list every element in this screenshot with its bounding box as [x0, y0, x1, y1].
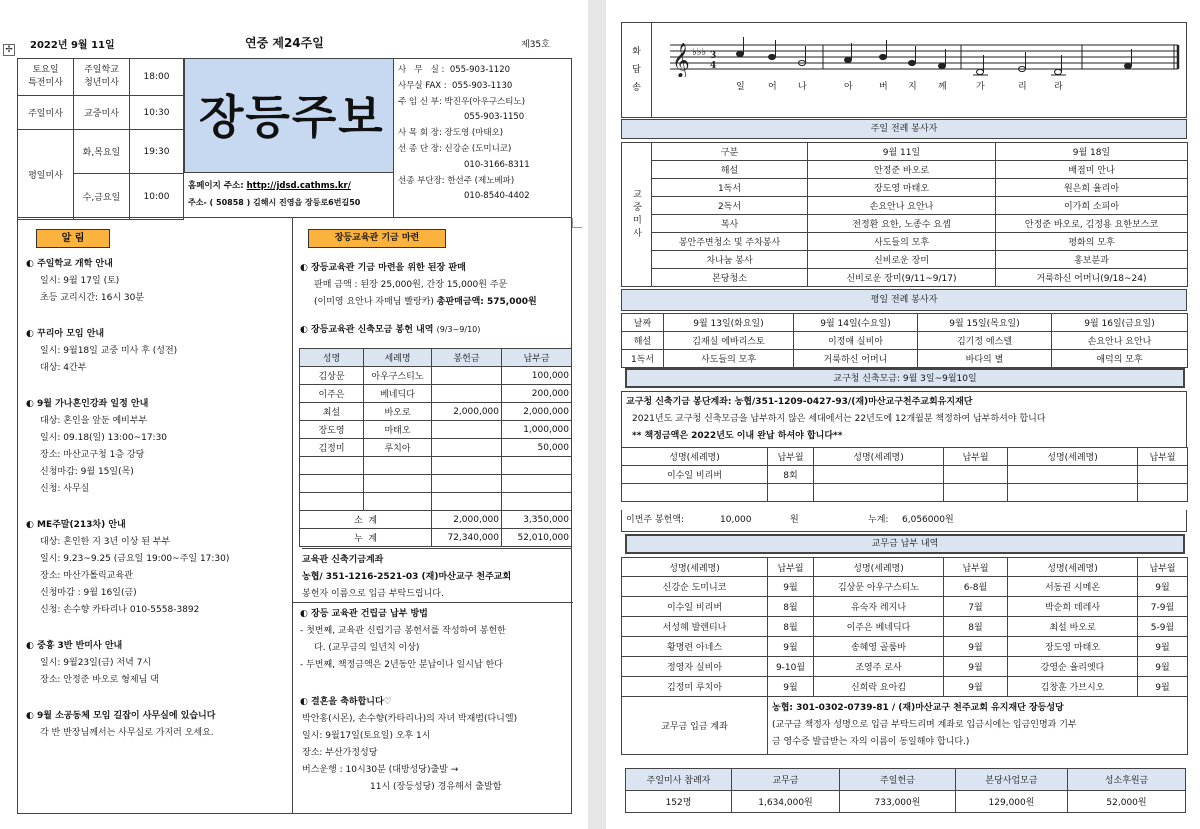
table-row: 서성혜 발렌티나 8월 이주은 베네딕다 8월 최설 바오로 5-9월 — [622, 617, 1188, 637]
notice-line: 신청마감: 9월 15일(목) — [40, 467, 134, 477]
notice-line: 장소: 마산가톨릭교육관 — [40, 571, 133, 581]
contact-deputy-phone: 010-8540-4402 — [464, 191, 530, 202]
table-row: 정영자 실비아 9-10월 조영주 로사 9월 강영순 율리엣다 9월 — [622, 657, 1188, 677]
col-header: 납부월 — [944, 448, 1008, 466]
table-row: 1독서 사도들의 모후 거룩하신 어머니 바다의 별 애덕의 모후 — [622, 350, 1188, 368]
table-row: 이주은 베네딕다 200,000 — [300, 385, 572, 403]
schedule-weekday-label: 평일미사 — [18, 130, 74, 220]
notice-line: 장소: 안정준 바오로 형제님 댁 — [40, 675, 159, 685]
lyric-syllable: 지 — [908, 82, 917, 92]
diocese-note-emph: ** 책정금액은 2022년도 이내 완납 하셔야 합니다** — [632, 431, 843, 441]
lyric-syllable: 나 — [798, 82, 807, 92]
col-header: 납부금 — [502, 349, 572, 367]
col-header: 성명 — [300, 349, 364, 367]
diocese-sum-label: 이번주 봉헌액: — [626, 515, 685, 525]
sunday-servers-table — [621, 142, 1188, 287]
svg-text:♭♭♭: ♭♭♭ — [692, 47, 707, 58]
contacts-list — [398, 63, 570, 205]
col-header: 성소후원금 — [1068, 769, 1186, 791]
notices-heading: 알 림 — [36, 229, 110, 248]
wedding-line: 11시 (장등성당) 경유해서 출발함 — [370, 782, 502, 792]
table-row: 최설 바오로 2,000,000 2,000,000 — [300, 403, 572, 421]
diocese-acc-value: 6,056000원 — [902, 515, 954, 525]
masthead-title-box — [184, 59, 393, 173]
col-header: 납부월 — [1138, 558, 1188, 577]
schedule-wd2-time: 10:00 — [130, 174, 184, 220]
sunday-servers-heading: 주일 전례 봉사자 — [621, 119, 1187, 139]
table-row: 복사 전정환 요한, 노종수 요셉 안정준 바오로, 김정용 요한보스코 — [622, 215, 1188, 233]
notice-line: 일시: 9월18일 교중 미사 후 (성전) — [40, 346, 178, 356]
notice-line: 신청: 사무실 — [40, 484, 90, 494]
bullet-icon: ◐ — [26, 641, 34, 651]
schedule-sun-time: 10:30 — [130, 96, 184, 130]
table-move-handle[interactable]: ✢ — [3, 44, 15, 56]
notice-item — [26, 708, 288, 742]
notice-item — [26, 396, 288, 498]
col-header: 주일미사 참례자 — [626, 769, 732, 791]
table-row: 152명 1,634,000원 733,000원 129,000원 52,000원 — [626, 791, 1186, 813]
pay-line: 다. (교무금의 일년치 이상) — [314, 643, 420, 653]
content-divider — [292, 218, 293, 814]
account-title: 교육관 신축기금계좌 — [302, 555, 384, 565]
table-row: 2독서 손요안나 요안나 이가희 소피아 — [622, 197, 1188, 215]
col-header: 9월 11일 — [808, 143, 996, 161]
contact-pastor: 주 임 신 부: 박진우(아우구스티노) — [398, 96, 526, 107]
fund-account — [302, 548, 572, 603]
bullet-icon: ◐ — [26, 711, 34, 721]
table-row: 김상문 아우구스티노 100,000 — [300, 367, 572, 385]
wedding-line: 박안홍(시몬), 손수향(카타리나)의 자녀 박재범(다니엘) — [302, 714, 518, 724]
diocese-info — [621, 391, 1187, 447]
schedule-sat-name: 주일학교 청년미사 — [74, 59, 130, 96]
notice-item — [26, 517, 288, 619]
psalm-label — [622, 23, 652, 117]
homepage-label: 홈페이지 주소: — [188, 181, 247, 191]
mass-schedule-table — [17, 58, 184, 220]
table-row: 장도영 마태오 1,000,000 — [300, 421, 572, 439]
svg-text:𝄞: 𝄞 — [672, 43, 690, 77]
table-row: 1독서 장도영 마태오 원은희 율리아 — [622, 179, 1188, 197]
svg-text:4: 4 — [710, 61, 717, 71]
schedule-sat-time: 18:00 — [130, 59, 184, 96]
table-row: 차나눔 봉사 신비로운 장미 홍보분과 — [622, 251, 1188, 269]
table-row — [300, 457, 572, 475]
schedule-sun-label: 주일미사 — [18, 96, 74, 130]
notice-line: 대상: 4간부 — [40, 363, 87, 373]
masthead — [17, 58, 572, 218]
notice-item — [26, 326, 288, 377]
tithe-account-note: 금 영수증 발급받는 자의 이름이 동일해야 합니다.) — [772, 737, 970, 747]
donation-title: 장등교육관 신축모금 봉헌 내역 — [311, 325, 434, 335]
lyric-syllable: 일 — [736, 82, 745, 92]
psalm-label-text: 화답송 — [632, 47, 641, 93]
lyric-syllable: 버 — [879, 82, 888, 92]
diocese-heading: 교구청 신축모금: 9월 3일~9월10일 — [625, 368, 1185, 388]
col-header: 성명(세례명) — [814, 558, 944, 577]
notice-line: 일시: 09.18(일) 13:00~17:30 — [40, 433, 168, 443]
diocese-sum-unit: 원 — [790, 515, 799, 525]
homepage-link[interactable]: http://jdsd.cathms.kr/ — [246, 181, 351, 191]
bulletin-liturgical-title: 연중 제24주일 — [245, 36, 324, 50]
col-header: 성명(세례명) — [1008, 558, 1138, 577]
left-page — [0, 0, 588, 829]
col-header: 9월 18일 — [996, 143, 1188, 161]
table-row: 봉안주변청소 및 주차봉사 사도들의 모후 평화의 모후 — [622, 233, 1188, 251]
col-header: 교무금 — [732, 769, 840, 791]
diocese-summary — [621, 510, 1187, 532]
table-row: 김정미 루치아 50,000 — [300, 439, 572, 457]
lyric-syllable: 리 — [1018, 82, 1027, 92]
table-row: 김정미 루치아 9월 신희락 요아킴 9월 김창훈 가브시오 9월 — [622, 677, 1188, 697]
col-header: 납부월 — [768, 448, 814, 466]
notice-title: 주일학교 개학 안내 — [37, 259, 113, 269]
right-page — [606, 0, 1200, 829]
pay-title: 장등 교육관 건립금 납부 방법 — [311, 609, 428, 619]
notice-title: 중흥 3반 반미사 안내 — [37, 641, 123, 651]
notice-item — [26, 638, 288, 689]
table-row: 신강순 도미니코 9월 김상문 아우구스티노 6-8월 서동권 시메온 9월 — [622, 577, 1188, 597]
bulletin-issue: 제35호 — [521, 40, 550, 50]
sale-total: 총판매금액: 575,000원 — [436, 297, 537, 307]
notice-title: ME주말(213차) 안내 — [37, 520, 126, 530]
sunday-servers-side-label: 교중미사 — [631, 188, 641, 241]
diocese-acc-label: 누계: — [868, 515, 889, 525]
contact-pastor-phone: 055-903-1150 — [464, 112, 525, 123]
schedule-wd1-time: 19:30 — [130, 130, 184, 174]
tithe-account-number: 농협: 301-0302-0739-81 / (재)마산교구 천주교회 유지재단 장등성당 — [772, 703, 1064, 713]
col-header: 본당사업모금 — [956, 769, 1068, 791]
masthead-divider — [393, 59, 394, 217]
table-row — [300, 475, 572, 493]
schedule-sat-label: 토요일 특전미사 — [18, 59, 74, 96]
bullet-icon: ◐ — [300, 697, 308, 707]
tithe-account-row — [622, 697, 1188, 755]
wedding-title: 결혼을 축하합니다♡ — [311, 697, 392, 707]
notice-line: 일시: 9월 17일 (토) — [40, 276, 120, 286]
wedding-line: 버스운행 : 10시30분 (대방성당)출발 → — [302, 765, 459, 775]
notice-line: 일시: 9월23일(금) 저녁 7시 — [40, 658, 152, 668]
col-header: 납부월 — [1138, 448, 1188, 466]
bullet-icon: ◐ — [300, 609, 308, 619]
lyric-syllable: 가 — [976, 82, 985, 92]
bullet-icon: ◐ — [26, 259, 34, 269]
table-row: 해설 안정준 바오로 배점미 안나 — [622, 161, 1188, 179]
wedding-line: 일시: 9월17일(토요일) 오후 1시 — [302, 731, 431, 741]
notice-title: 9월 소공동체 모임 길잡이 사무실에 있습니다 — [37, 711, 216, 721]
col-header: 성명(세례명) — [1008, 448, 1138, 466]
col-header: 성명(세례명) — [814, 448, 944, 466]
fund-section — [300, 260, 572, 339]
account-note: 봉헌자 이름으로 입금 부탁드립니다. — [302, 589, 444, 599]
notice-item — [26, 256, 288, 307]
col-header: 주일헌금 — [840, 769, 956, 791]
table-row: 본당청소 신비로운 장미(9/11~9/17) 거룩하신 어머니(9/18~24) — [622, 269, 1188, 287]
schedule-wd1-name: 화,목요일 — [74, 130, 130, 174]
total-row: 누 계 72,340,000 52,010,000 — [300, 529, 572, 547]
subtotal-row: 소 계 2,000,000 3,350,000 — [300, 511, 572, 529]
psalm-box — [621, 22, 1187, 118]
col-header: 세례명 — [364, 349, 432, 367]
bullet-icon: ◐ — [26, 520, 34, 530]
lyric-syllable: 라 — [1054, 82, 1063, 92]
weekly-summary-table — [625, 768, 1186, 813]
schedule-sun-name: 교중미사 — [74, 96, 130, 130]
page-corner-marker — [572, 218, 582, 228]
tithe-table — [621, 557, 1188, 755]
notice-title: 꾸리아 모임 안내 — [37, 329, 105, 339]
notice-line: 대상: 혼인한 지 3년 이상 된 부부 — [40, 537, 171, 547]
table-row — [622, 484, 1188, 502]
notice-line: 일시: 9.23~9.25 (금요일 19:00~주일 17:30) — [40, 554, 230, 564]
table-row: 이수일 비리버 8회 — [622, 466, 1188, 484]
table-row: 날짜 9월 13일(화요일) 9월 14일(수요일) 9월 15일(목요일) 9월 16일(금요일) — [622, 314, 1188, 332]
contact-funeral-phone: 010-3166-8311 — [464, 159, 530, 170]
bullet-icon: ◐ — [300, 325, 308, 335]
col-header: 성명(세례명) — [622, 448, 768, 466]
diocese-account: 교구청 신축기금 봉단계좌: 농협/351-1209-0427-93/(재)마산교구천주교회유지재단 — [626, 397, 973, 407]
psalm-lyrics — [670, 79, 1182, 93]
col-header: 납부월 — [768, 558, 814, 577]
tithe-account-label: 교무금 입금 계좌 — [622, 697, 768, 755]
lyric-syllable: 어 — [768, 82, 777, 92]
table-row: 해설 김재실 에바리스토 이정애 실비아 김기정 에스텔 손요안나 요안나 — [622, 332, 1188, 350]
bulletin-date: 2022년 9월 11일 — [30, 40, 115, 51]
bullet-icon: ◐ — [300, 263, 308, 273]
masthead-address: 주소- ( 50858 ) 김해시 진영읍 장등로6번길50 — [188, 198, 361, 207]
notice-line: 각 반 반장님께서는 사무실로 가지러 오세요. — [40, 728, 214, 738]
notice-line: 신청: 손수향 카타리나 010-5558-3892 — [40, 605, 200, 615]
bullet-icon: ◐ — [26, 329, 34, 339]
pay-method — [292, 602, 573, 674]
sale-line: 판매 금액 : 된장 25,000원, 간장 15,000원 주문 — [314, 280, 508, 290]
contact-fax: 사무실 FAX : 055-903-1130 — [398, 80, 513, 91]
psalm-staff — [670, 37, 1182, 77]
tithe-heading: 교무금 납부 내역 — [625, 534, 1185, 554]
fund-heading: 장등교육관 기금 마련 — [308, 229, 446, 248]
sale-title: 장등교육관 기금 마련을 위한 된장 판매 — [311, 263, 466, 273]
diocese-note: 2021년도 교구청 신축모금을 납부하지 않은 세대에서는 22년도에 12개월분 책정하여 납부하셔야 합니다 — [632, 414, 1046, 424]
contact-funeral-head: 선 종 단 장: 신강순 (도미니코) — [398, 143, 512, 154]
notice-line: 신청마감 : 9월 16일(금) — [40, 588, 137, 598]
table-row: 황명련 아네스 9월 송혜영 골룸바 9월 장도영 마태오 9월 — [622, 637, 1188, 657]
col-header: 구분 — [652, 143, 808, 161]
notice-line: 대상: 혼인을 앞둔 예비부부 — [40, 416, 148, 426]
weekday-servers-heading: 평일 전례 봉사자 — [621, 289, 1187, 311]
donation-table — [299, 348, 572, 547]
col-header: 납부월 — [944, 558, 1008, 577]
contact-funeral-deputy: 선종 부단장: 한선주 (제노베파) — [398, 175, 515, 186]
diocese-sum-value: 10,000 — [720, 515, 752, 525]
svg-text:3: 3 — [710, 51, 717, 61]
sale-line: (이미영 요안나 자매님 빨랑카) — [314, 297, 437, 307]
contact-council: 사 목 회 장: 장도영 (마태오) — [398, 128, 504, 139]
table-row: 이수일 비리버 8월 유숙자 레지나 7월 박순희 데레사 7-9월 — [622, 597, 1188, 617]
bullet-icon: ◐ — [26, 399, 34, 409]
lyric-syllable: 께 — [938, 82, 947, 92]
wedding-section — [300, 694, 572, 796]
lyric-syllable: 아 — [844, 82, 853, 92]
col-header: 성명(세례명) — [622, 558, 768, 577]
schedule-wd2-name: 수,금요일 — [74, 174, 130, 220]
col-header: 봉헌금 — [432, 349, 502, 367]
notices-list — [26, 256, 288, 742]
tithe-account-note: (교구금 책정자 성명으로 입금 부탁드리며 계좌로 입금시에는 입금인명과 기부 — [772, 720, 1077, 730]
wedding-line: 장소: 부산가정성당 — [302, 748, 378, 758]
account-number: 농협/ 351-1216-2521-03 (재)마산교구 천주교회 — [302, 572, 512, 582]
donation-period: (9/3~9/10) — [436, 325, 481, 334]
pay-line: - 첫번째, 교육관 신립기금 봉헌서를 작성하여 봉헌한 — [300, 626, 506, 636]
diocese-table — [621, 447, 1188, 502]
contact-office: 사 무 실 : 055-903-1120 — [398, 65, 511, 75]
notice-line: 초등 교리시간: 16시 30분 — [40, 293, 145, 303]
pay-line: - 두번째, 책정금액은 2년동안 분납이나 일시납 한다 — [300, 660, 503, 670]
notice-title: 9월 가나혼인강좌 일정 안내 — [37, 399, 149, 409]
masthead-name: 장등주보 — [199, 90, 385, 144]
masthead-homepage — [188, 179, 351, 191]
notice-line: 장소: 마산교구청 1층 강당 — [40, 450, 145, 460]
weekday-servers-table — [621, 313, 1188, 368]
table-row — [300, 493, 572, 511]
